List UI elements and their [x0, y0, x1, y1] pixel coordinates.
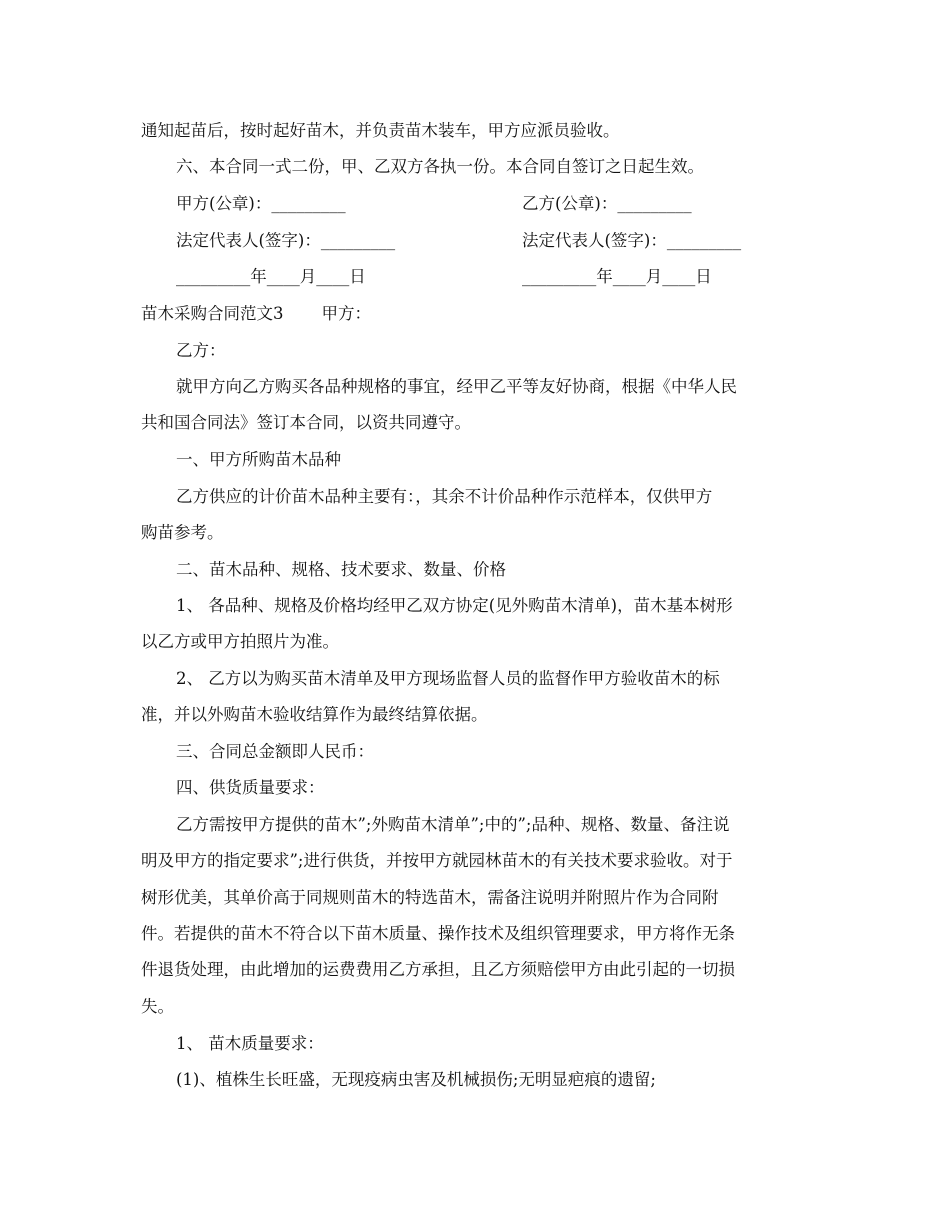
paragraph-line: 树形优美，其单价高于同规则苗木的特选苗木，需备注说明并附照片作为合同附 [141, 888, 719, 907]
paragraph-line: 2、 乙方以为购买苗木清单及甲方现场监督人员的监督作甲方验收苗木的标 [176, 669, 720, 688]
clause-six: 六、本合同一式二份，甲、乙双方各执一份。本合同自签订之日起生效。 [176, 157, 704, 176]
paragraph-line: 1、 各品种、规格及价格均经甲乙双方协定(见外购苗木清单)，苗木基本树形 [176, 596, 733, 615]
text-line: 通知起苗后，按时起好苗木，并负责苗木装车，甲方应派员验收。 [141, 121, 620, 140]
paragraph-line: 准，并以外购苗木验收结算作为最终结算依据。 [141, 705, 488, 724]
party-a-date-field: _________年____月____日 [176, 267, 366, 286]
list-item: (1)、植株生长旺盛，无现疫病虫害及机械损伤;无明显疤痕的遗留; [176, 1070, 656, 1089]
party-b-label: 乙方： [176, 341, 226, 360]
contract-heading: 苗木采购合同范文3 [141, 304, 284, 323]
paragraph-line: 共和国合同法》签订本合同，以资共同遵守。 [141, 413, 471, 432]
party-b-seal-field: 乙方(公章)：_________ [522, 194, 692, 213]
paragraph-line: 乙方需按甲方提供的苗木”;外购苗木清单”;中的”;品种、规格、数量、备注说 [176, 815, 730, 834]
paragraph-line: 以乙方或甲方拍照片为准。 [141, 632, 339, 651]
section-heading-2: 二、苗木品种、规格、技术要求、数量、价格 [176, 560, 506, 579]
paragraph-line: 乙方供应的计价苗木品种主要有：，其余不计价品种作示范样本，仅供甲方 [176, 487, 713, 506]
subsection-heading: 1、 苗木质量要求： [176, 1034, 324, 1053]
section-heading-4: 四、供货质量要求： [176, 778, 325, 797]
paragraph-line: 件退货处理，由此增加的运费费用乙方承担，且乙方须赔偿甲方由此引起的一切损 [141, 960, 735, 979]
party-b-date-field: _________年____月____日 [522, 267, 712, 286]
party-a-seal-field: 甲方(公章)：_________ [176, 194, 346, 213]
paragraph-line: 件。若提供的苗木不符合以下苗木质量、操作技术及组织管理要求，甲方将作无条 [141, 924, 735, 943]
paragraph-line: 购苗参考。 [141, 523, 224, 542]
paragraph-line: 就甲方向乙方购买各品种规格的事宜，经甲乙平等友好协商，根据《中华人民 [176, 377, 737, 396]
section-heading-3: 三、合同总金额即人民币： [176, 742, 374, 761]
paragraph-line: 明及甲方的指定要求”;进行供货，并按甲方就园林苗木的有关技术要求验收。对于 [141, 851, 733, 870]
contract-heading-line [141, 304, 371, 324]
party-a-label: 甲方： [321, 304, 371, 323]
party-b-representative-field: 法定代表人(签字)：_________ [522, 231, 742, 250]
paragraph-line: 失。 [141, 997, 174, 1016]
section-heading-1: 一、甲方所购苗木品种 [176, 450, 341, 469]
party-a-representative-field: 法定代表人(签字)：_________ [176, 231, 396, 250]
